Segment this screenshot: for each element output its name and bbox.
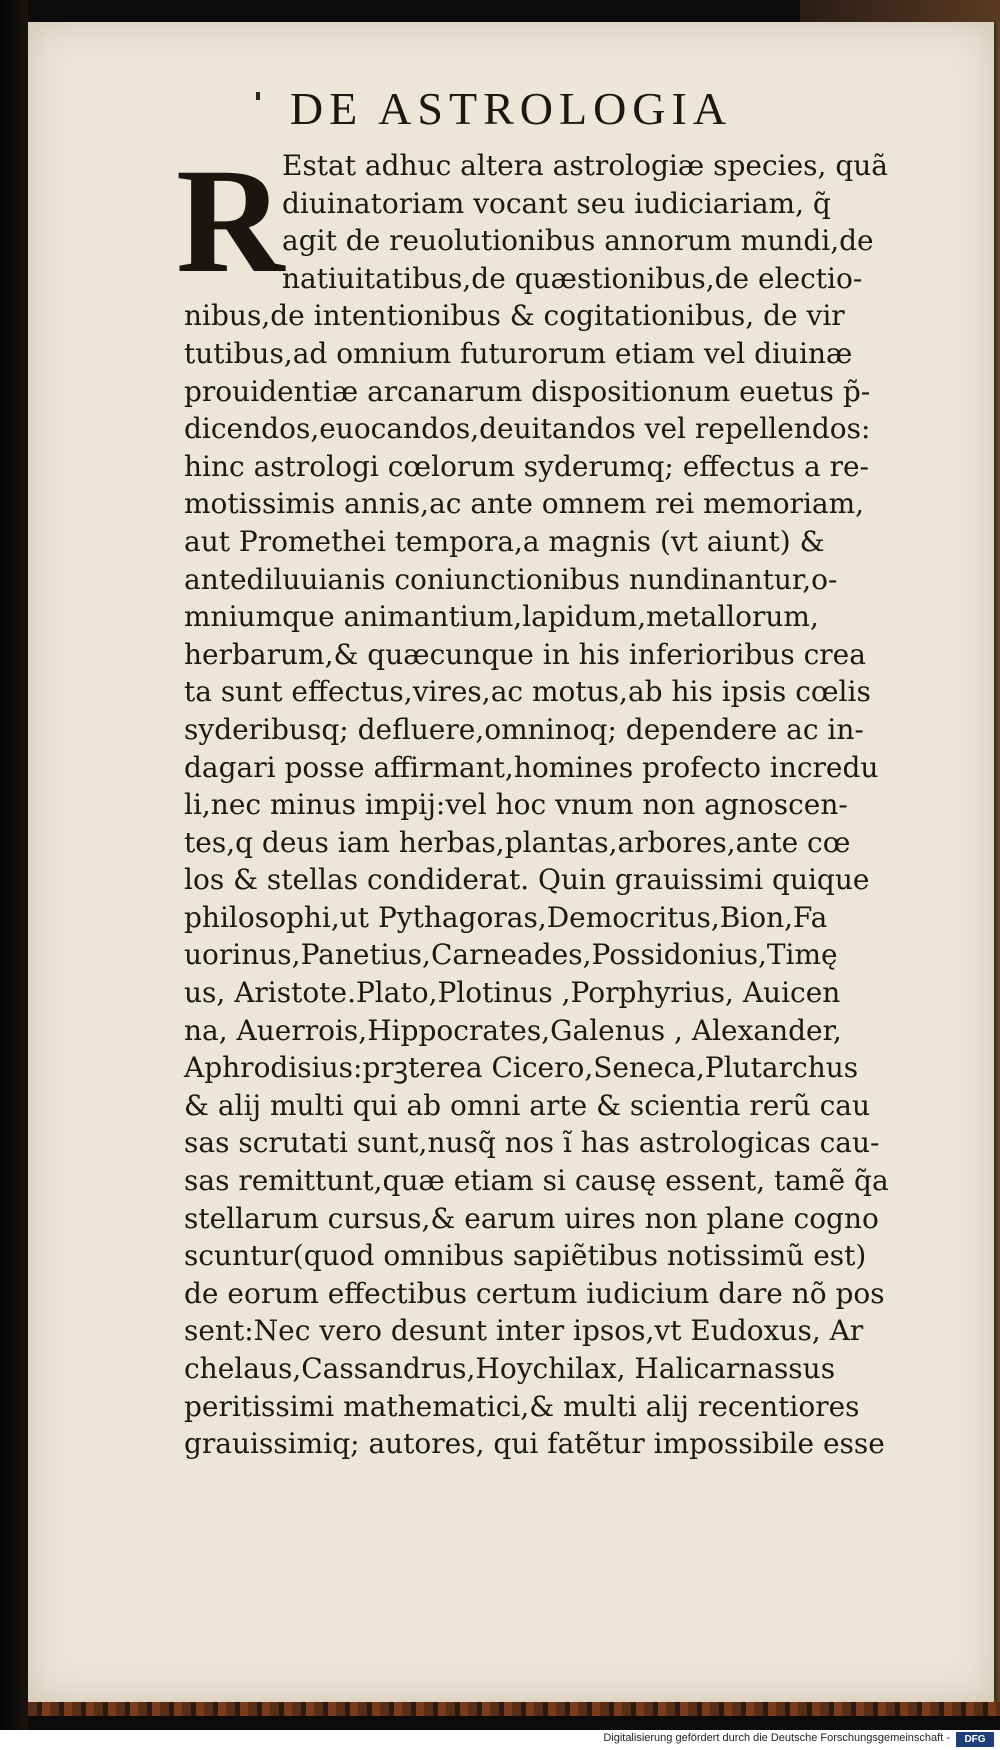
text-line: grauissimiq; autores, qui fatẽtur impossibile esse (184, 1427, 885, 1461)
dfg-logo: DFG (956, 1732, 994, 1747)
text-line: natiuitatibus,de quæstionibus,de electio- (282, 261, 863, 295)
text-line: syderibusq; defluere,omninoq; dependere ac in- (184, 712, 864, 746)
text-line: us, Aristote.Plato,Plotinus ,Porphyrius, Auicen (184, 976, 841, 1010)
text-line: dicendos,euocandos,deuitandos vel repellendos: (184, 412, 871, 446)
text-line: & alij multi qui ab omni arte & scientia rerũ cau (184, 1088, 870, 1122)
book-edge-top (800, 0, 1000, 22)
spine-shadow (0, 0, 28, 1750)
text-line: Estat adhuc altera astrologiæ species, quã (282, 149, 888, 182)
text-line: stellarum cursus,& earum uires non plane cogno (184, 1201, 879, 1235)
text-line: antediluuianis coniunctionibus nundinantur,o- (184, 562, 838, 596)
text-line: sas scrutati sunt,nusq̃ nos ĩ has astrologicas cau- (184, 1126, 880, 1160)
footer-bar (0, 1730, 1000, 1750)
text-line: chelaus,Cassandrus,Hoychilax, Halicarnassus (184, 1352, 836, 1385)
text-line: uorinus,Panetius,Carneades,Possidonius,Timę (184, 938, 838, 972)
text-block (184, 147, 984, 1463)
text-line: de eorum effectibus certum iudicium dare nõ pos (184, 1276, 885, 1310)
text-line: na, Auerrois,Hippocrates,Galenus , Alexander, (184, 1013, 842, 1047)
text-line: aut Promethei tempora,a magnis (vt aiunt) & (184, 524, 825, 558)
text-line: dagari posse affirmant,homines profecto incredu (184, 750, 879, 784)
text-line: tes,q deus iam herbas,plantas,arbores,ante cœ (184, 825, 851, 859)
text-line: tutibus,ad omnium futurorum etiam vel diuinæ (184, 336, 853, 370)
text-line: prouidentiæ arcanarum dispositionum euetus p̃- (184, 374, 871, 408)
text-line: Aphrodisius:prꝫterea Cicero,Seneca,Plutarchus (184, 1051, 859, 1085)
text-line: agit de reuolutionibus annorum mundi,de (282, 224, 874, 258)
text-line: mniumque animantium,lapidum,metallorum, (184, 600, 819, 634)
text-line: sas remittunt,quæ etiam si causę essent, tamẽ q̃a (184, 1164, 889, 1198)
footer-credit: Digitalisierung gefördert durch die Deutsche Forschungsgemeinschaft - (603, 1732, 950, 1744)
text-line: hinc astrologi cœlorum syderumq; effectus a re- (184, 449, 869, 483)
page-edge (994, 22, 1000, 1702)
book-page (28, 22, 994, 1702)
text-line: philosophi,ut Pythagoras,Democritus,Bion,Fa (184, 900, 828, 934)
text-line: nibus,de intentionibus & cogitationibus, de vir (184, 299, 845, 333)
text-line: los & stellas condiderat. Quin grauissimi quique (184, 863, 870, 897)
text-line: li,nec minus impij:vel hoc vnum non agnoscen- (184, 788, 848, 822)
text-line: herbarum,& quæcunque in his inferioribus crea (184, 637, 866, 671)
text-line: sent:Nec vero desunt inter ipsos,vt Eudoxus, Ar (184, 1314, 864, 1348)
text-line: scuntur(quod omnibus sapiẽtibus notissimũ est) (184, 1239, 867, 1273)
drop-cap: R (176, 138, 285, 304)
book-edge-bottom (28, 1702, 1000, 1716)
text-line: motissimis annis,ac ante omnem rei memoriam, (184, 487, 865, 521)
text-line: peritissimi mathematici,& multi alij recentiores (184, 1389, 860, 1423)
text-line: diuinatoriam vocant seu iudiciariam, q̃ (282, 186, 831, 220)
text-line: ta sunt effectus,vires,ac motus,ab his ipsis cœlis (184, 675, 871, 709)
page-header: DE ASTROLOGIA (289, 83, 733, 134)
